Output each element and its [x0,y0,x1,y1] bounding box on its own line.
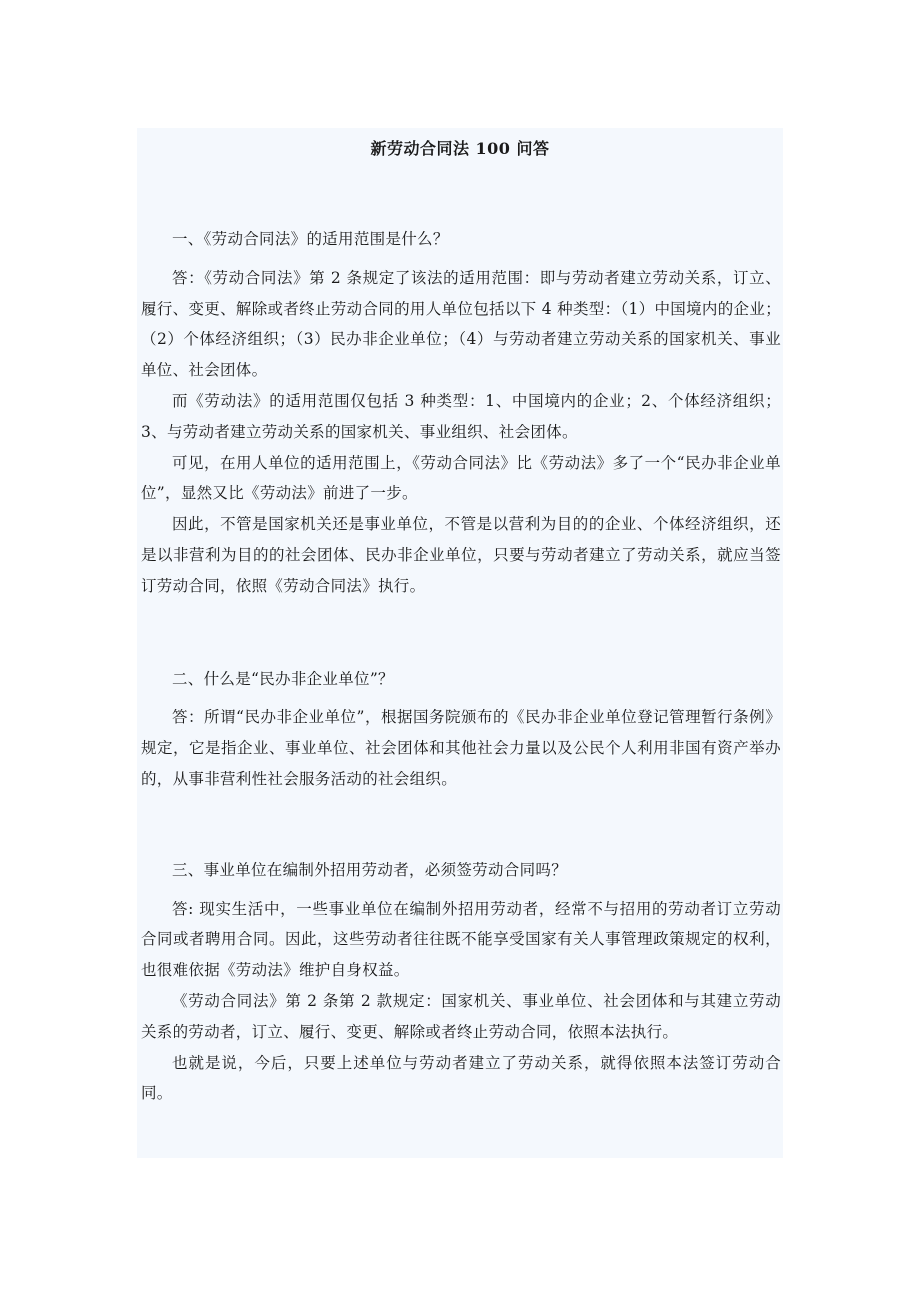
section-3-question: 三、事业单位在编制外招用劳动者，必须签劳动合同吗？ [172,860,568,879]
section-1-paragraph-2: 而《劳动法》的适用范围仅包括 3 种类型：1、中国境内的企业；2、个体经济组织；3、与劳动者建立劳动关系的国家机关、事业组织、社会团体。 [141,391,781,441]
section-1-paragraph-3: 可见，在用人单位的适用范围上，《劳动合同法》比《劳动法》多了一个“民办非企业单位”，显然又比《劳动法》前进了一步。 [141,453,781,503]
section-3-paragraph-1: 答: 现实生活中，一些事业单位在编制外招用劳动者，经常不与招用的劳动者订立劳动合同或者聘用合同。因此，这些劳动者往往既不能享受国家有关人事管理政策规定的权利，也很难依据《劳动法》维护自身权益。 [141,899,781,980]
section-1-paragraph-1: 答：《劳动合同法》第 2 条规定了该法的适用范围：即与劳动者建立劳动关系，订立、履行、变更、解除或者终止劳动合同的用人单位包括以下 4 种类型：（1）中国境内的企业；（2）个体经济组织；（3）民办非企业单位；（4）与劳动者建立劳动关系的国家机关、事业单位、社会团体。 [141,268,781,380]
section-2-question: 二、什么是“民办非企业单位”？ [172,669,394,688]
section-3-paragraph-2: 《劳动合同法》第 2 条第 2 款规定：国家机关、事业单位、社会团体和与其建立劳动关系的劳动者，订立、履行、变更、解除或者终止劳动合同，依照本法执行。 [141,991,781,1041]
section-3-paragraph-3: 也就是说，今后，只要上述单位与劳动者建立了劳动关系，就得依照本法签订劳动合同。 [141,1053,781,1103]
section-2-paragraph-1: 答：所谓“民办非企业单位”，根据国务院颁布的《民办非企业单位登记管理暂行条例》规定，它是指企业、事业单位、社会团体和其他社会力量以及公民个人利用非国有资产举办的，从事非营利性社会服务活动的社会组织。 [141,708,781,788]
section-1-question: 一、《劳动合同法》的适用范围是什么？ [172,230,449,248]
document-content [137,128,783,1158]
section-1-paragraph-4: 因此，不管是国家机关还是事业单位，不管是以营利为目的的企业、个体经济组织，还是以非营利为目的的社会团体、民办非企业单位，只要与劳动者建立了劳动关系，就应当签订劳动合同，依照《劳动合同法》执行。 [141,515,781,595]
document-title: 新劳动合同法 100 问答 [370,139,550,158]
document-body [141,224,781,1109]
